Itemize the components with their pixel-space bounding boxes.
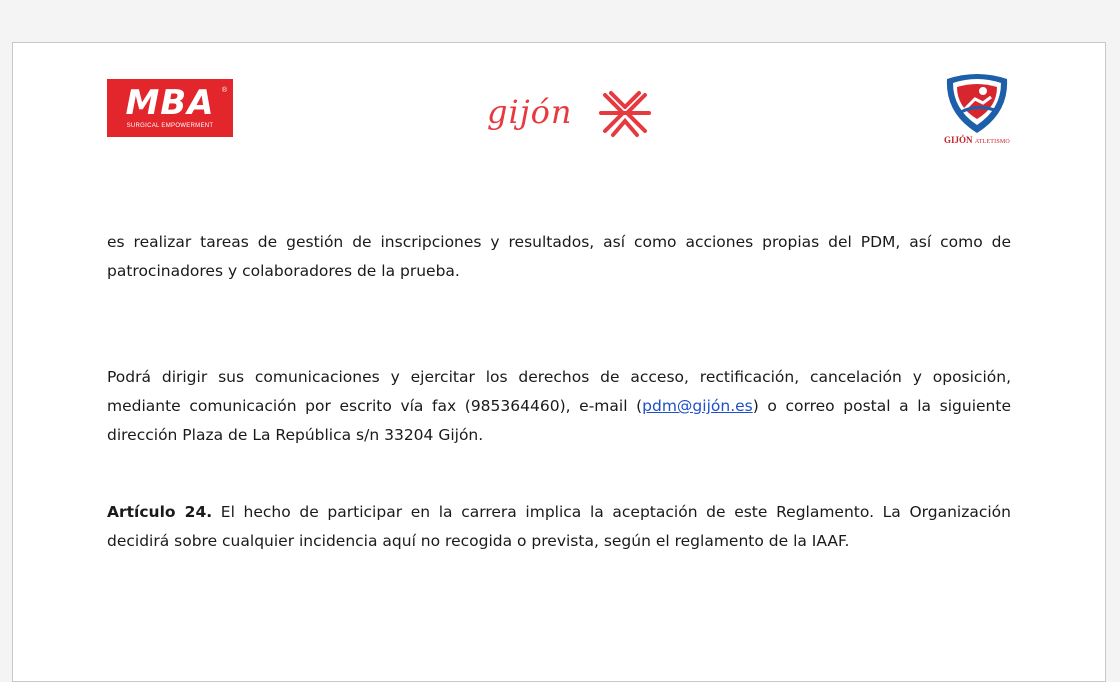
paragraph-data-usage: es realizar tareas de gestión de inscripciones y resultados, así como acciones propias del PDM, así como de patrocinadores y colaboradores de la prueba. <box>107 233 1011 280</box>
atletismo-caption <box>927 135 1027 145</box>
paragraph-rights <box>107 363 1011 450</box>
article-24 <box>107 498 1011 556</box>
document-page <box>12 42 1106 682</box>
gijon-emblem-icon <box>597 89 653 141</box>
gijon-logo <box>487 89 657 141</box>
article-24-text: El hecho de participar en la carrera implica la aceptación de este Reglamento. La Organización decidirá sobre cualquier incidencia aquí no recogida o prevista, según el reglamento de la IAAF. <box>107 503 1011 550</box>
gijon-atletismo-logo <box>927 73 1027 153</box>
runner-shield-icon <box>939 73 1015 135</box>
gijon-wordmark: gijón <box>487 93 573 131</box>
rights-text-end: ) o correo postal a la siguiente dirección Plaza de La República s/n 33204 Gijón. <box>107 397 1011 444</box>
rights-text-start: Podrá dirigir sus comunicaciones y ejercitar los derechos de acceso, rectificación, cancelación y oposición, mediante comunicación por escrito vía fax (985364460), e-mail ( <box>107 368 1011 415</box>
registered-mark: ® <box>221 87 227 94</box>
mba-wordmark: MBA <box>125 83 215 123</box>
mba-tagline: SURGICAL EMPOWERMENT <box>126 123 214 129</box>
atletismo-sport: ATLETISMO <box>974 139 1010 145</box>
email-link[interactable]: pdm@gijón.es <box>642 397 753 415</box>
article-24-label: Artículo 24. <box>107 503 213 521</box>
mba-logo <box>107 79 233 137</box>
atletismo-city: GIJÓN <box>944 135 973 145</box>
